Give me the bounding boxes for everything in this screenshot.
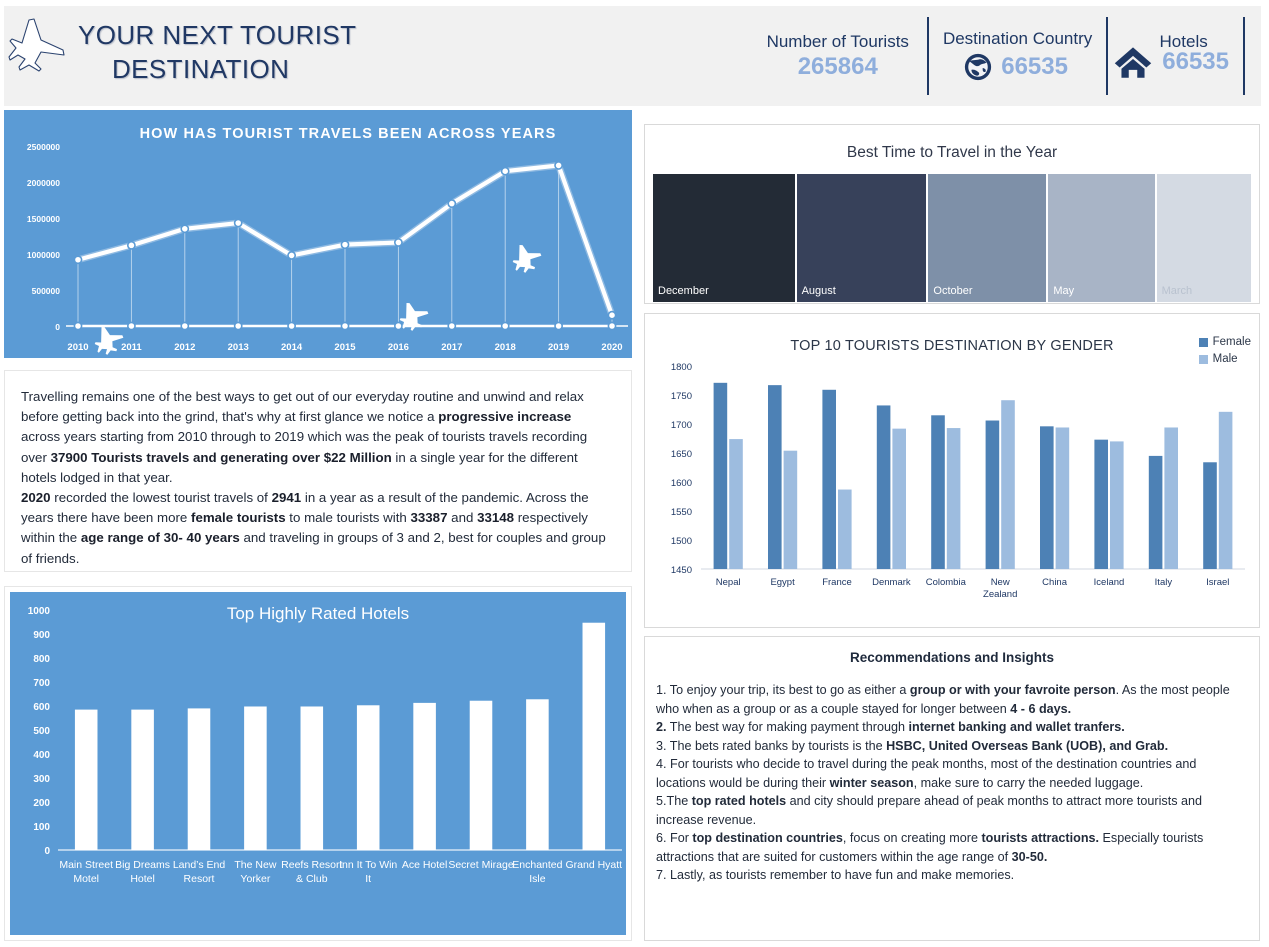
svg-text:2000000: 2000000 — [26, 178, 60, 188]
legend-item-female — [1199, 336, 1251, 348]
emphasis-text: winter season — [829, 775, 914, 790]
treemap-tile-august[interactable] — [797, 174, 927, 302]
svg-text:1700: 1700 — [670, 420, 692, 431]
svg-text:Grand Hyatt: Grand Hyatt — [565, 859, 623, 871]
hotels-chart-area — [10, 592, 626, 935]
svg-text:It: It — [365, 873, 372, 885]
recommendation-item — [656, 866, 1248, 885]
svg-text:2017: 2017 — [441, 342, 463, 353]
emphasis-text: HSBC, United Overseas Bank (UOB), and Grab. — [886, 738, 1169, 753]
svg-text:1000000: 1000000 — [26, 250, 60, 260]
svg-text:Isle: Isle — [529, 873, 546, 885]
airplane-outline-icon — [8, 14, 72, 76]
treemap-tile-label: December — [658, 285, 709, 297]
recommendation-item — [656, 681, 1248, 718]
svg-text:1500000: 1500000 — [26, 214, 60, 224]
svg-text:1550: 1550 — [670, 507, 692, 518]
svg-text:900: 900 — [33, 630, 50, 641]
emphasis-text: 2941 — [271, 490, 302, 506]
svg-text:Motel: Motel — [73, 873, 100, 885]
emphasis-text: 33148 — [477, 510, 515, 526]
body-text: 7. Lastly, as tourists remember to have fun and make memories. — [656, 868, 1015, 882]
svg-text:2014: 2014 — [281, 342, 303, 353]
svg-text:Resort: Resort — [183, 873, 215, 885]
svg-text:100: 100 — [33, 822, 50, 833]
line-chart-svg — [4, 110, 632, 358]
svg-text:2015: 2015 — [334, 342, 356, 353]
svg-text:Land’s End: Land’s End — [172, 859, 226, 871]
body-text: , make sure to carry the needed luggage. — [913, 775, 1144, 790]
svg-text:500: 500 — [33, 726, 50, 737]
treemap-tile-label: May — [1053, 285, 1075, 297]
legend-swatch — [1199, 338, 1208, 347]
svg-text:800: 800 — [33, 654, 50, 665]
emphasis-text: age range of 30- 40 years — [80, 530, 240, 546]
dashboard-header — [4, 6, 1261, 106]
svg-text:2010: 2010 — [67, 342, 89, 353]
recommendation-item — [656, 737, 1248, 756]
legend-label: Male — [1212, 353, 1238, 365]
svg-text:Inn It To Win: Inn It To Win — [339, 859, 398, 871]
gender-bar-svg — [645, 314, 1259, 627]
svg-text:Colombia: Colombia — [925, 577, 966, 588]
chart-tourist-travels-by-year — [4, 110, 632, 358]
body-text: respectively within the — [21, 510, 588, 546]
hotels-bar-svg — [10, 592, 628, 937]
kpi-zone — [644, 6, 1261, 106]
recommendation-item — [656, 792, 1248, 829]
body-text: in a year as a result of the pandemic. Across the years there have been more — [21, 490, 589, 526]
chart-top-highly-rated-hotels — [4, 586, 632, 941]
kpi-divider — [1243, 17, 1245, 95]
recommendation-item — [656, 829, 1248, 866]
svg-text:Egypt: Egypt — [770, 577, 795, 588]
svg-text:Main Street: Main Street — [59, 859, 114, 871]
svg-text:Israel: Israel — [1206, 577, 1230, 588]
emphasis-text: group or with your favroite person — [909, 683, 1116, 697]
svg-text:600: 600 — [33, 702, 50, 713]
svg-text:1450: 1450 — [670, 565, 692, 576]
svg-text:2019: 2019 — [548, 342, 570, 353]
house-icon — [1112, 45, 1154, 79]
body-text: The best way for making payment through — [666, 720, 909, 734]
chart-best-time-to-travel — [644, 124, 1260, 304]
kpi-label: Number of Tourists — [766, 31, 909, 51]
svg-text:Secret Mirage: Secret Mirage — [448, 859, 514, 871]
emphasis-text: top destination countries — [692, 831, 843, 845]
body-text: 4. For tourists who decide to travel during the peak months, most of the destination countries and locations would be during their — [656, 757, 1197, 790]
svg-text:Denmark: Denmark — [872, 577, 911, 588]
chart-top10-destination-by-gender — [644, 313, 1260, 628]
svg-text:300: 300 — [33, 774, 50, 785]
emphasis-text: internet banking and wallet tranfers. — [908, 720, 1125, 734]
page-title — [72, 12, 356, 87]
svg-text:Iceland: Iceland — [1093, 577, 1125, 588]
svg-text:1600: 1600 — [670, 478, 692, 489]
kpi-value-row — [963, 52, 1068, 82]
kpi-value-row — [798, 55, 878, 79]
narrative-panel — [4, 370, 632, 572]
body-text: and traveling in groups of 3 and 2, best for couples and group of friends. — [21, 530, 606, 566]
svg-text:1800: 1800 — [670, 362, 692, 373]
emphasis-text: 37900 Tourists travels and generating over $22 Million — [50, 449, 392, 465]
chart-title: TOP 10 TOURISTS DESTINATION BY GENDER — [790, 338, 1114, 354]
svg-text:400: 400 — [33, 750, 50, 761]
kpi-value: 265864 — [797, 53, 878, 81]
body-text: 6. For — [656, 831, 693, 845]
svg-text:Enchanted: Enchanted — [512, 859, 563, 871]
svg-text:Italy: Italy — [1154, 577, 1173, 588]
svg-text:New: New — [990, 577, 1010, 588]
chart-legend — [1199, 336, 1251, 370]
svg-text:2012: 2012 — [174, 342, 196, 353]
recommendation-item — [656, 755, 1248, 792]
legend-swatch — [1199, 355, 1208, 364]
treemap-tile-label: March — [1161, 285, 1193, 297]
recommendations-panel — [644, 636, 1260, 941]
body-text: to male tourists with — [285, 510, 411, 526]
body-text: 5.The — [656, 794, 692, 808]
treemap-tiles — [652, 174, 1252, 302]
svg-text:The New: The New — [234, 859, 277, 871]
treemap-tile-label: August — [801, 285, 836, 297]
svg-text:Zealand: Zealand — [983, 589, 1018, 600]
emphasis-text: progressive increase — [438, 409, 572, 425]
svg-text:2018: 2018 — [494, 342, 516, 353]
body-text: 3. The bets rated banks by tourists is the — [656, 738, 887, 753]
treemap-tile-march[interactable] — [1157, 174, 1251, 302]
svg-text:2016: 2016 — [387, 342, 409, 353]
svg-text:2013: 2013 — [227, 342, 249, 353]
svg-text:Hotel: Hotel — [130, 873, 155, 885]
chart-title: Top Highly Rated Hotels — [226, 604, 410, 623]
emphasis-text: top rated hotels — [691, 794, 787, 808]
body-text: in a single year for the different hotels lodged in that year. — [21, 449, 578, 485]
svg-text:1500: 1500 — [670, 536, 692, 547]
chart-title: HOW HAS TOURIST TRAVELS BEEN ACROSS YEARS — [139, 126, 557, 142]
kpi-value-row — [1112, 45, 1229, 79]
title-block — [4, 6, 644, 106]
treemap-tile-october[interactable] — [928, 174, 1046, 302]
body-text: across years starting from 2010 through to 2019 which was the peak of tourists travels recording over — [21, 429, 588, 465]
svg-text:2020: 2020 — [601, 342, 623, 353]
svg-text:France: France — [822, 577, 852, 588]
svg-text:2500000: 2500000 — [26, 142, 60, 152]
body-text: and city should prepare ahead of peak months to attract more tourists and increase revenue. — [656, 794, 1203, 827]
svg-text:Reefs Resort: Reefs Resort — [281, 859, 343, 871]
recommendation-item — [656, 718, 1248, 737]
body-text: recorded the lowest tourist travels of — [50, 490, 272, 506]
kpi-destination-country — [929, 16, 1106, 96]
globe-icon — [963, 52, 993, 82]
narrative-text — [5, 371, 631, 579]
body-text: and — [447, 510, 478, 526]
kpi-value: 66535 — [1001, 53, 1068, 81]
emphasis-text: 2020 — [21, 490, 51, 506]
svg-text:Big Dreams: Big Dreams — [115, 859, 171, 871]
legend-item-male — [1199, 353, 1251, 365]
body-text: Especially tourists attractions that are suited for customers within the age range of — [656, 831, 1204, 864]
body-text: 1. To enjoy your trip, its best to go as either a — [656, 683, 910, 697]
body-text: Travelling remains one of the best ways to get out of our everyday routine and unwind and relax before getting back into the grind, that's why at first glance we notice a — [21, 389, 584, 425]
emphasis-text: 33387 — [410, 510, 448, 526]
emphasis-text: tourists attractions. — [981, 831, 1100, 845]
kpi-number-of-tourists — [753, 16, 927, 96]
treemap-tile-december[interactable] — [653, 174, 795, 302]
svg-text:0: 0 — [55, 322, 60, 332]
treemap-tile-may[interactable] — [1048, 174, 1154, 302]
svg-text:1650: 1650 — [670, 449, 692, 460]
kpi-label: Hotels — [1159, 31, 1208, 51]
svg-text:China: China — [1042, 577, 1068, 588]
svg-text:500000: 500000 — [31, 286, 60, 296]
body-text: , focus on creating more — [842, 831, 982, 845]
kpi-label: Destination Country — [942, 28, 1093, 48]
page-title-line2: DESTINATION — [112, 54, 290, 85]
body-text: . As the most people who when as a group or as a couple stayed for longer between — [656, 683, 1230, 716]
page-title-line1: YOUR NEXT TOURIST — [78, 20, 357, 50]
kpi-value: 66535 — [1162, 48, 1229, 76]
emphasis-text: female tourists — [191, 510, 286, 526]
emphasis-text: 2. — [656, 720, 667, 734]
svg-text:2011: 2011 — [121, 342, 142, 353]
svg-text:Ace Hotel: Ace Hotel — [401, 859, 448, 871]
recommendations-body — [645, 665, 1259, 893]
kpi-hotels — [1108, 16, 1243, 96]
svg-text:Nepal: Nepal — [715, 577, 741, 588]
legend-label: Female — [1212, 336, 1251, 348]
svg-text:1750: 1750 — [670, 391, 692, 402]
emphasis-text: 30-50. — [1011, 849, 1048, 864]
emphasis-text: 4 - 6 days. — [1010, 701, 1072, 716]
recommendations-title: Recommendations and Insights — [849, 650, 1055, 665]
treemap-tile-label: October — [933, 285, 973, 297]
chart-title: Best Time to Travel in the Year — [846, 144, 1058, 161]
svg-text:0: 0 — [44, 846, 50, 857]
svg-text:200: 200 — [33, 798, 50, 809]
svg-text:1000: 1000 — [27, 606, 50, 617]
svg-text:& Club: & Club — [296, 873, 328, 885]
svg-text:Yorker: Yorker — [240, 873, 271, 885]
svg-text:700: 700 — [33, 678, 50, 689]
